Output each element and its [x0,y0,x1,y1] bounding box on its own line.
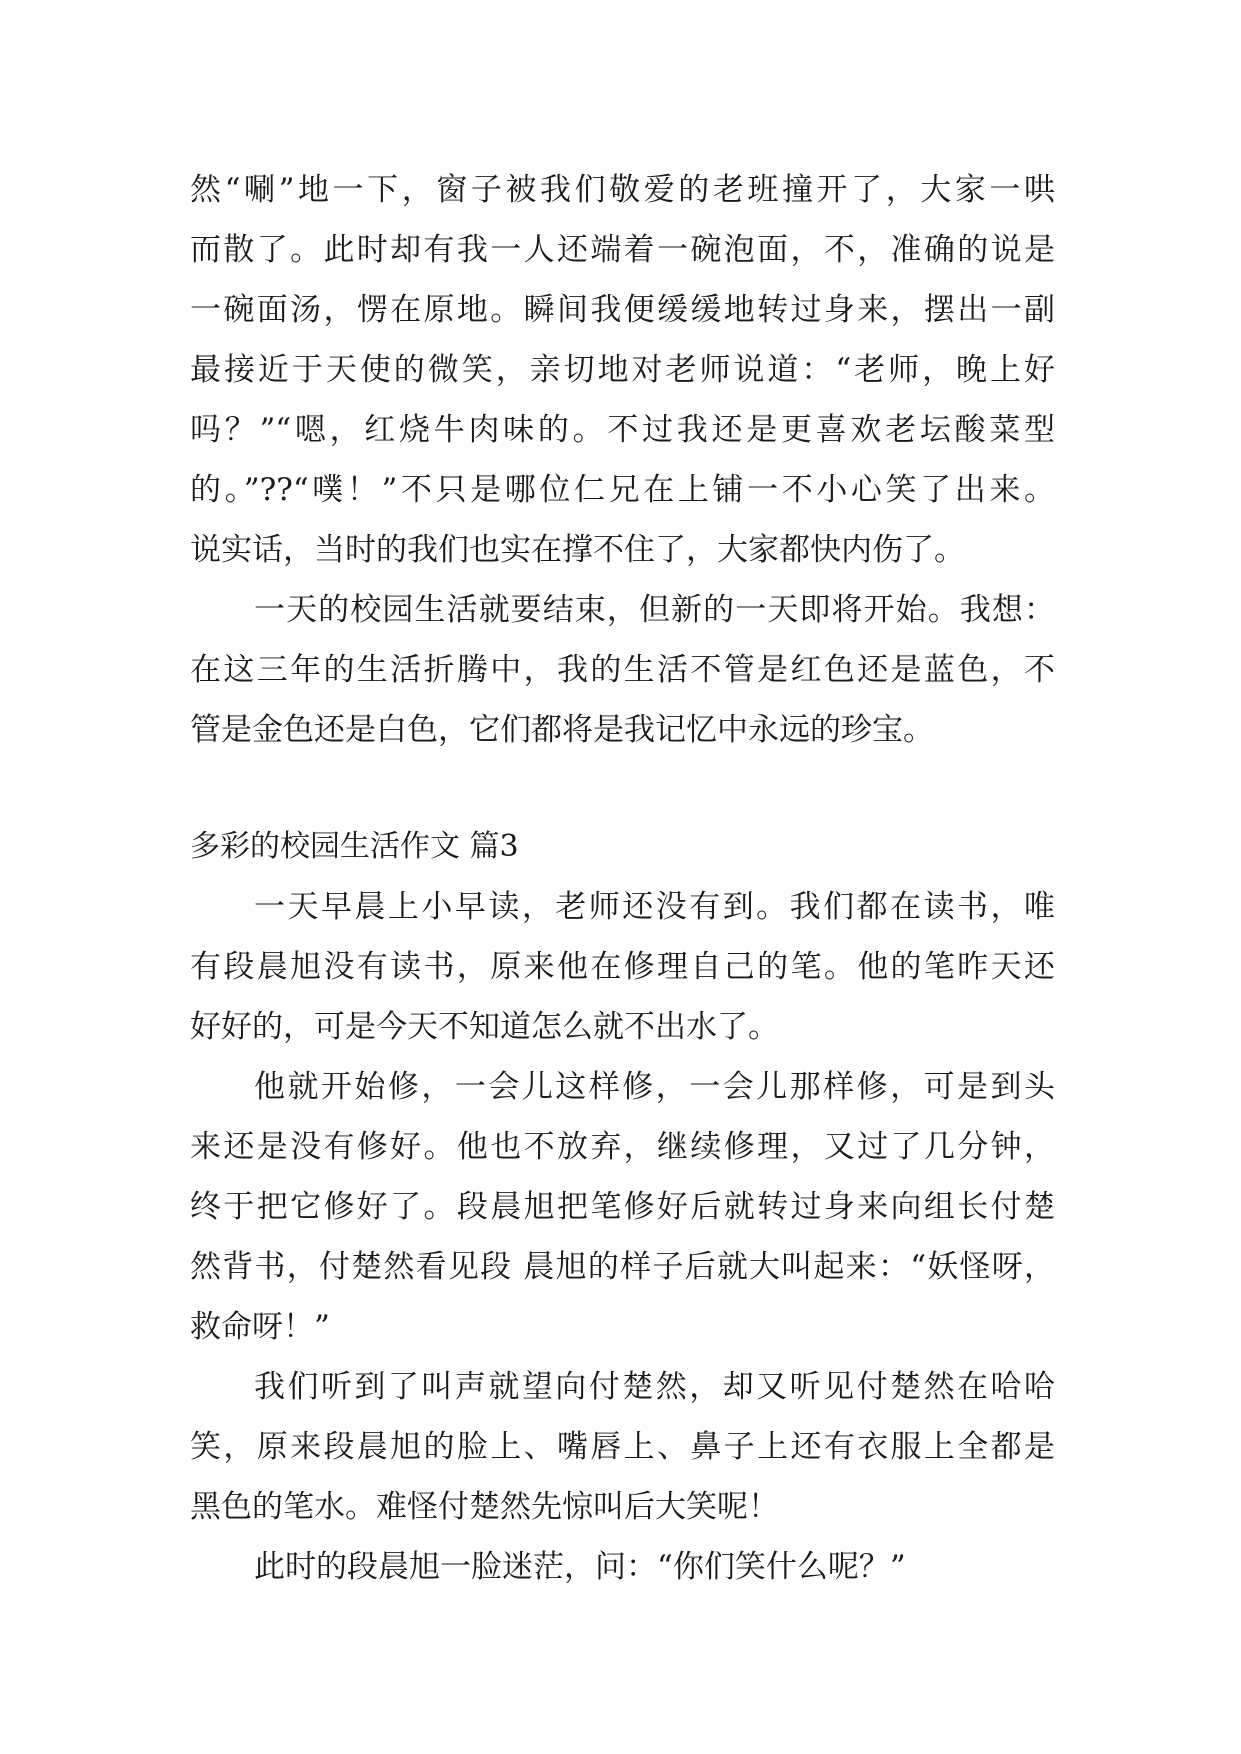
text-line: 然背书，付楚然看见段 晨旭的样子后就大叫起来：“妖怪呀， [190,1249,1055,1285]
document-body [190,160,1055,1597]
text-line: 然“唰”地一下，窗子被我们敬爱的老班撞开了，大家一哄 [190,172,1055,208]
text-line: 黑色的笔水。难怪付楚然先惊叫后大笑呢！ [190,1489,779,1525]
paragraph-4 [190,1537,1055,1597]
text-line: 管是金色还是白色，它们都将是我记忆中永远的珍宝。 [190,712,934,748]
text-line: 来还是没有修好。他也不放弃，继续修理，又过了几分钟， [190,1129,1055,1165]
text-line: 而散了。此时却有我一人还端着一碗泡面，不，准确的说是 [190,232,1055,268]
section-title: 多彩的校园生活作文 篇3 [190,829,519,864]
text-line: 在这三年的生活折腾中，我的生活不管是红色还是蓝色，不 [190,652,1055,688]
text-line: 此时的段晨旭一脸迷茫，问：“你们笑什么呢？” [254,1549,906,1585]
paragraph-2 [190,1057,1055,1357]
text-line: 好好的，可是今天不知道怎么就不出水了。 [190,1009,779,1045]
paragraph-continuation [190,160,1055,580]
text-line: 一碗面汤，愣在原地。瞬间我便缓缓地转过身来，摆出一副 [190,292,1055,328]
text-line: 一天的校园生活就要结束，但新的一天即将开始。我想： [254,592,1055,628]
text-line: 我们听到了叫声就望向付楚然，却又听见付楚然在哈哈 [254,1369,1055,1405]
text-line: 笑，原来段晨旭的脸上、嘴唇上、鼻子上还有衣服上全都是 [190,1429,1055,1465]
text-line: 救命呀！” [190,1309,330,1345]
text-line: 的。”??“噗！”不只是哪位仁兄在上铺一不小心笑了出来。 [190,472,1055,508]
text-line: 终于把它修好了。段晨旭把笔修好后就转过身来向组长付楚 [190,1189,1055,1225]
paragraph-closing [190,580,1055,760]
text-line: 吗？”“嗯，红烧牛肉味的。不过我还是更喜欢老坛酸菜型 [190,412,1055,448]
paragraph-1 [190,877,1055,1057]
text-line: 一天早晨上小早读，老师还没有到。我们都在读书，唯 [254,889,1055,925]
text-line: 有段晨旭没有读书，原来他在修理自己的笔。他的笔昨天还 [190,949,1055,985]
paragraph-3 [190,1357,1055,1537]
text-line: 最接近于天使的微笑，亲切地对老师说道：“老师，晚上好 [190,352,1055,388]
text-line: 他就开始修，一会儿这样修，一会儿那样修，可是到头 [254,1069,1055,1105]
text-line: 说实话，当时的我们也实在撑不住了，大家都快内伤了。 [190,532,965,568]
